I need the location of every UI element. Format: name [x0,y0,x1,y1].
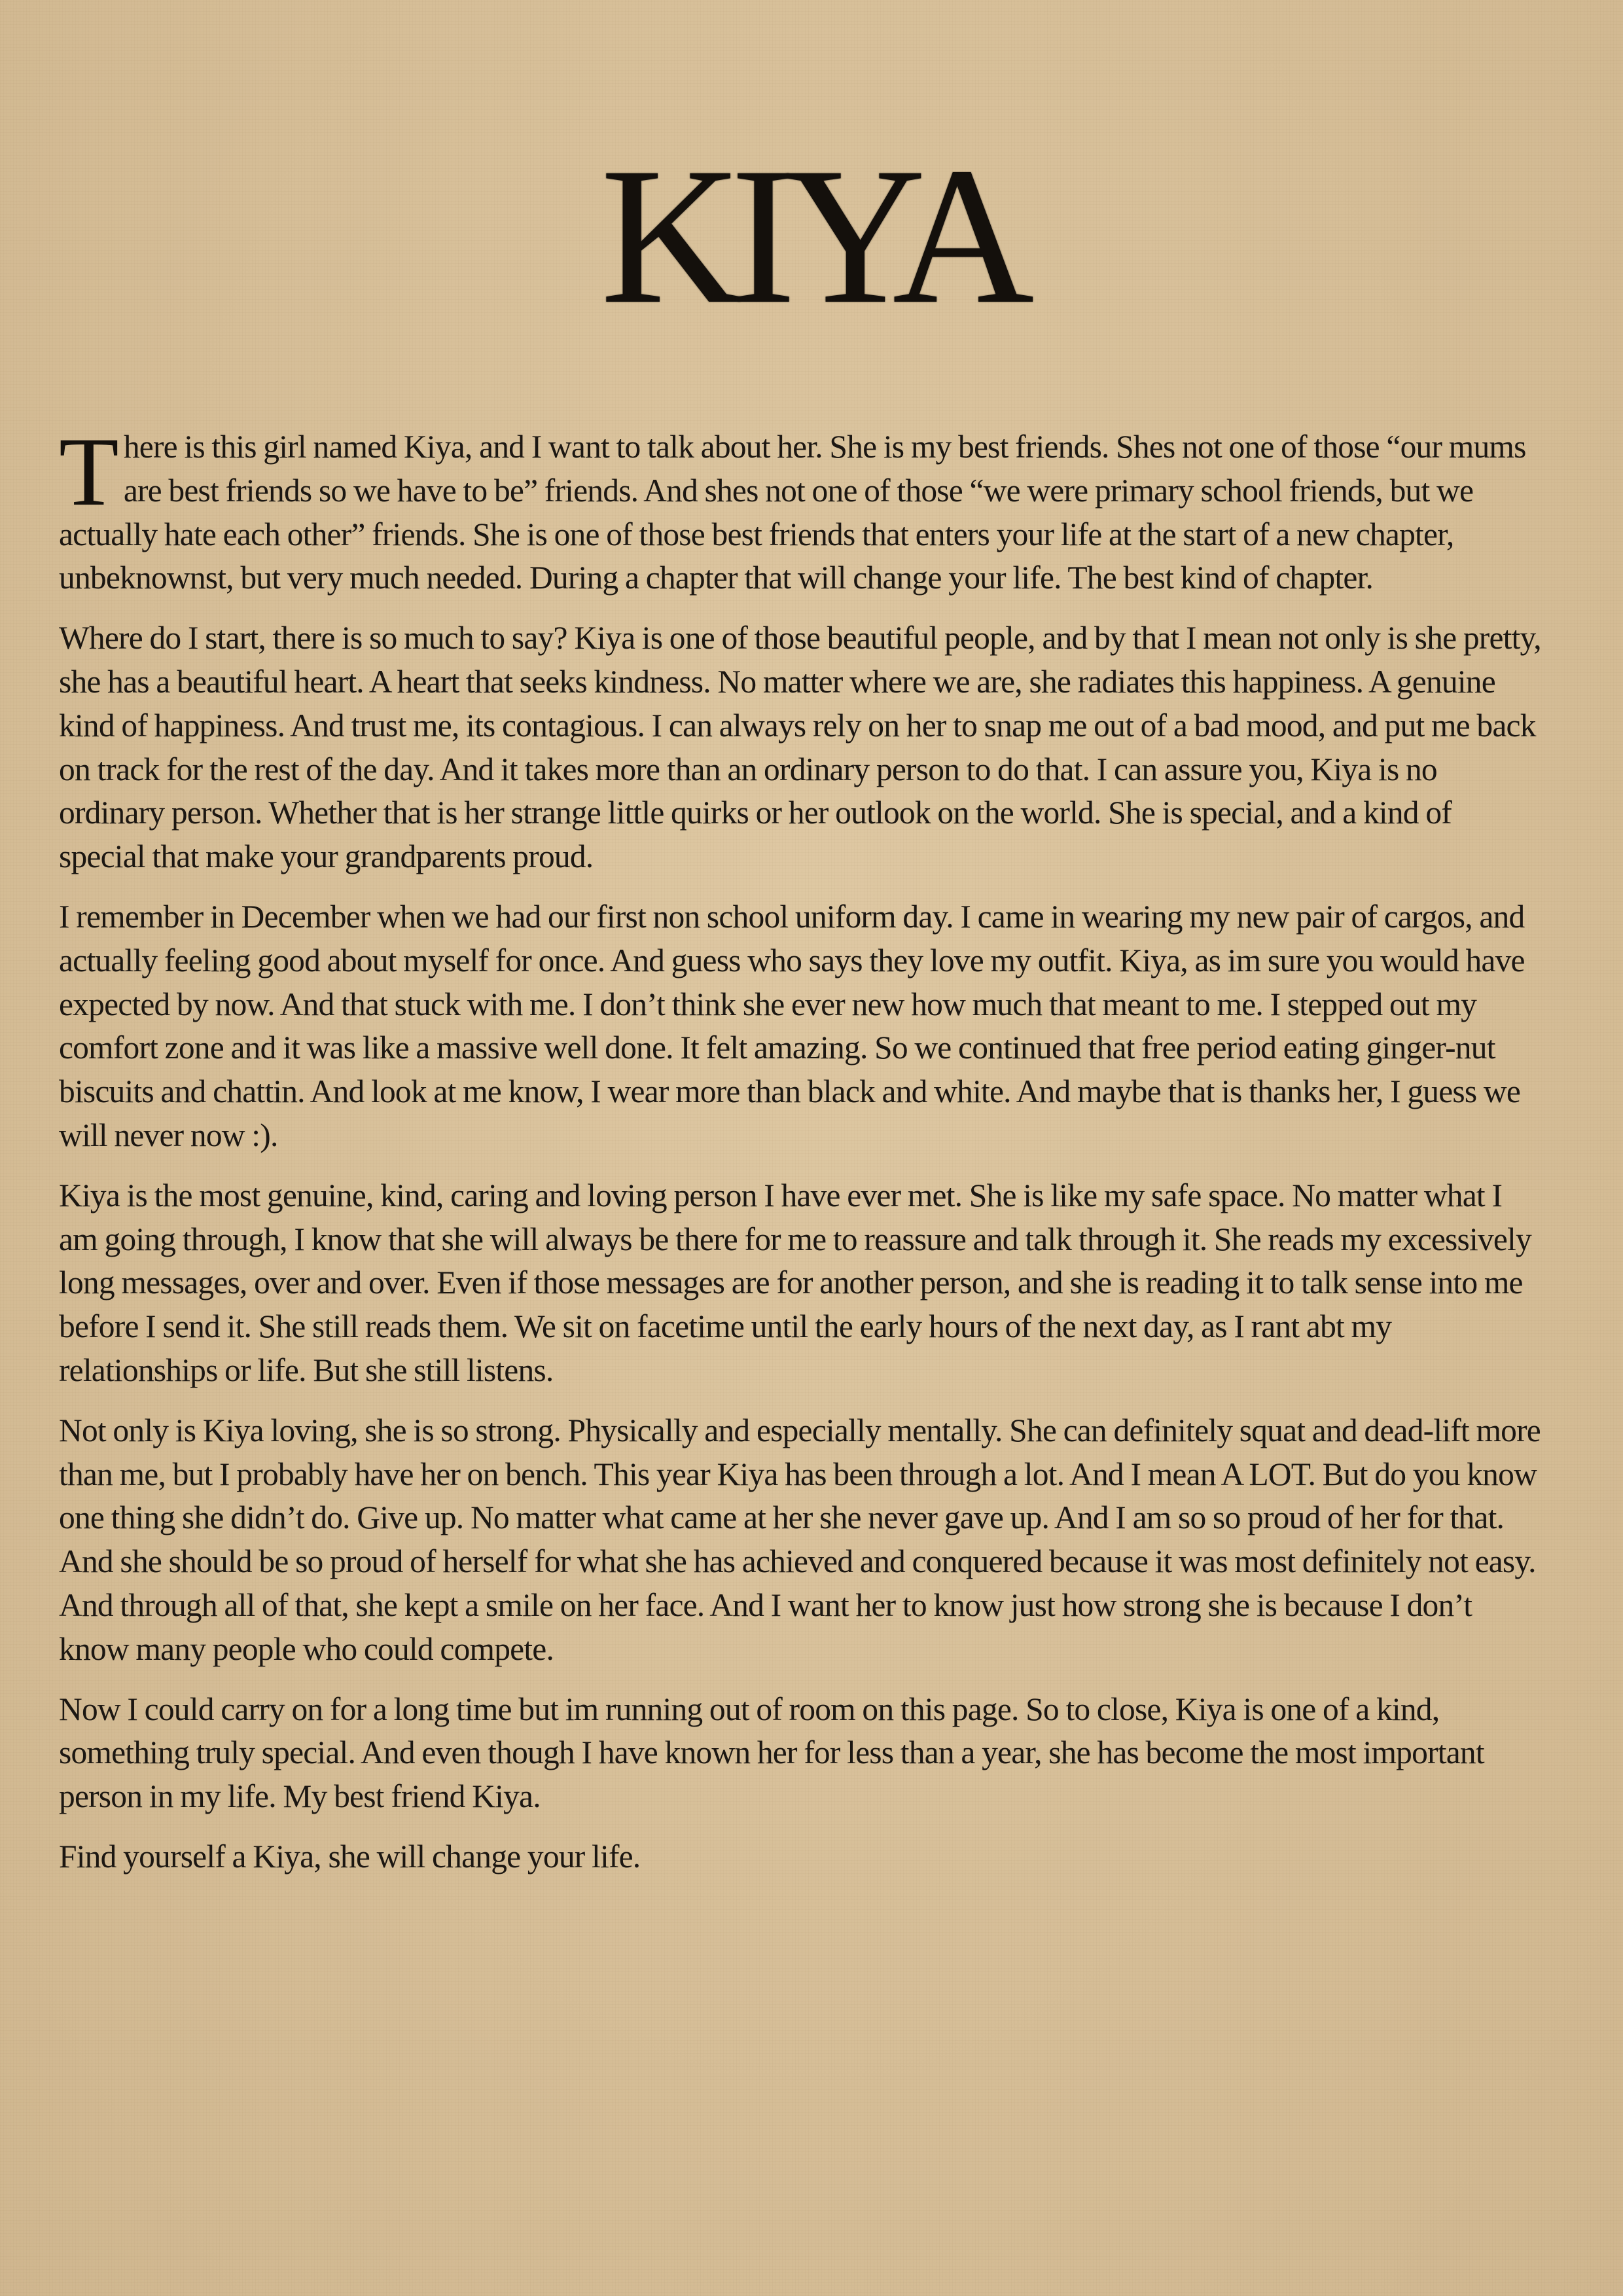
paragraph-december: I remember in December when we had our first non school uniform day. I came in wearing my new pair of cargos, and actually feeling good about myself for once. And guess who says they love my outfit. Kiya, as im sure you would have expected by now. And that stuck with me. I don’t think she ever new how much that meant to me. I stepped out my comfort zone and it was like a massive well done. It felt amazing. So we continued that free period eating ginger-nut biscuits and chattin. And look at me know, I wear more than black and white. And maybe that is thanks her, I guess we will never now :). [59,898,1525,1153]
paragraph-kindness: Where do I start, there is so much to say? Kiya is one of those beautiful people, and by that I mean not only is she pretty, she has a beautiful heart. A heart that seeks kindness. No matter where we are, she radiates this happiness. A genuine kind of happiness. And trust me, its contagious. I can always rely on her to snap me out of a bad mood, and put me back on track for the rest of the day. And it takes more than an ordinary person to do that. I can assure you, Kiya is no ordinary person. Whether that is her strange little quirks or her outlook on the world. She is special, and a kind of special that make your grandparents proud. [59,620,1541,875]
intro-text: here is this girl named Kiya, and I want to talk about her. She is my best friends. Shes not one of those “our mums are best friends so we have to be” friends. And shes not one of those “we were primary school friends, but we actually hate each other” friends. She is one of those best friends that enters your life at the start of a new chapter, unbeknownst, but very much needed. During a chapter that will change your life. The best kind of chapter. [59,429,1526,596]
paragraph-strength: Not only is Kiya loving, she is so strong. Physically and especially mentally. She can definitely squat and dead-lift more than me, but I probably have her on bench. This year Kiya has been through a lot. And I mean A LOT. But do you know one thing she didn’t do. Give up. No matter what came at her she never gave up. And I am so so proud of her for that. And she should be so proud of herself for what she has achieved and conquered because it was most definitely not easy. And through all of that, she kept a smile on her face. And I want her to know just how strong she is because I don’t know many people who could compete. [59,1412,1541,1667]
paragraph-safe-space: Kiya is the most genuine, kind, caring and loving person I have ever met. She is like my safe space. No matter what I am going through, I know that she will always be there for me to reassure and talk through it. She reads my excessively long messages, over and over. Even if those messages are for another person, and she is reading it to talk sense into me before I send it. She still reads them. We sit on facetime until the early hours of the next day, as I rant abt my relationships or life. But she still listens. [59,1177,1531,1388]
paragraph-final-line: Find yourself a Kiya, she will change your life. [59,1838,641,1874]
paragraph-closing: Now I could carry on for a long time but im running out of room on this page. So to close, Kiya is one of a kind, something truly special. And even though I have known her for less than a year, she has become the most important person in my life. My best friend Kiya. [59,1691,1484,1815]
intro-paragraph [59,418,1544,600]
drop-cap: T [59,418,118,526]
letter-body [59,418,1544,1895]
page-title: KIYA [600,127,1023,344]
